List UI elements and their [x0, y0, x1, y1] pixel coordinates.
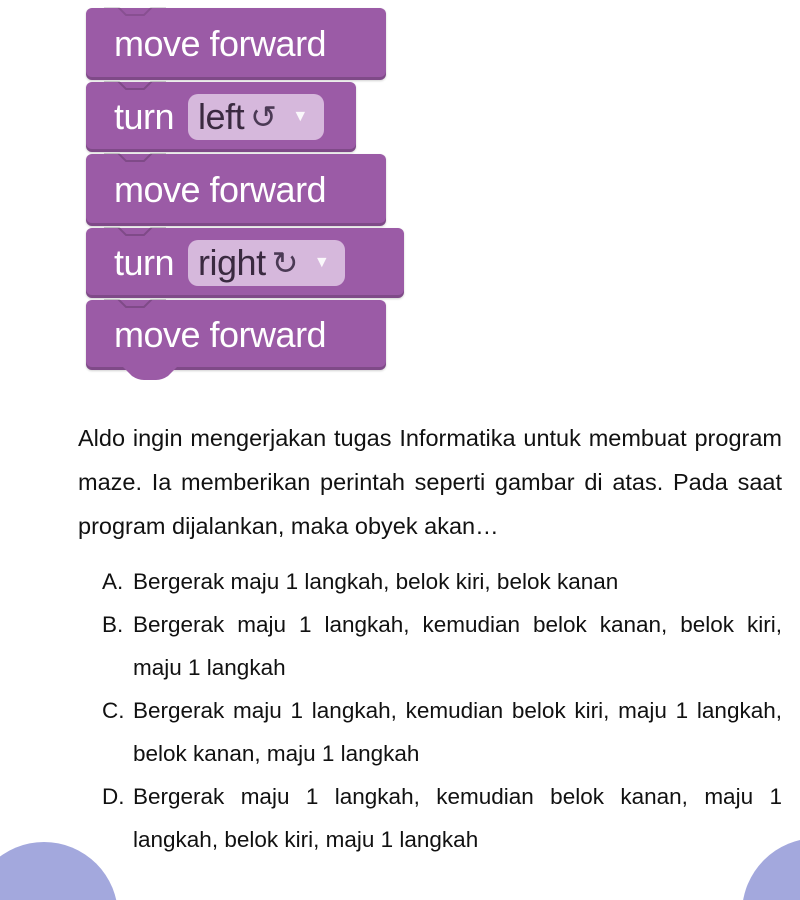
chevron-down-icon: ▼: [292, 108, 308, 125]
move-forward-block-2[interactable]: [86, 154, 386, 226]
option-letter: C.: [102, 698, 125, 723]
chevron-down-icon: ▼: [313, 254, 330, 271]
block-label: turn: [114, 242, 175, 283]
option-letter: D.: [102, 784, 125, 809]
block-label: turn: [114, 96, 175, 137]
direction-dropdown-right[interactable]: [188, 240, 345, 286]
code-blocks-stack: [86, 8, 426, 378]
option-d[interactable]: [102, 775, 782, 861]
move-forward-block-3[interactable]: [86, 300, 386, 370]
option-c[interactable]: [102, 689, 782, 775]
direction-dropdown-left[interactable]: [188, 94, 324, 140]
block-bottom-tab: [122, 366, 178, 380]
dropdown-value: left: [198, 96, 245, 137]
block-notch: [104, 227, 166, 237]
option-text: Bergerak maju 1 langkah, belok kiri, belok kanan: [133, 569, 619, 594]
turn-right-block[interactable]: [86, 228, 404, 298]
answer-options: [102, 560, 782, 861]
rotate-left-icon: ↺: [250, 99, 277, 135]
question-text: Aldo ingin mengerjakan tugas Informatika untuk membuat program maze. Ia memberikan perintah seperti gambar di atas. Pada saat program dijalankan, maka obyek akan…: [78, 425, 782, 539]
dropdown-value: right: [198, 242, 266, 283]
option-b[interactable]: [102, 603, 782, 689]
option-a[interactable]: [102, 560, 782, 603]
block-notch: [104, 81, 166, 91]
block-notch: [104, 299, 166, 309]
block-label: move forward: [114, 169, 327, 210]
option-letter: A.: [102, 569, 124, 594]
block-label: move forward: [114, 23, 327, 64]
option-text: Bergerak maju 1 langkah, kemudian belok kanan, belok kiri, maju 1 langkah: [133, 612, 782, 680]
option-text: Bergerak maju 1 langkah, kemudian belok kanan, maju 1 langkah, belok kiri, maju 1 langkah: [133, 784, 782, 852]
move-forward-block-1[interactable]: [86, 8, 386, 80]
rotate-right-icon: ↻: [271, 245, 298, 281]
option-letter: B.: [102, 612, 124, 637]
block-notch: [104, 153, 166, 163]
block-notch: [104, 7, 166, 17]
block-label: move forward: [114, 314, 327, 355]
decorative-circle-left: [0, 842, 118, 900]
option-text: Bergerak maju 1 langkah, kemudian belok kiri, maju 1 langkah, belok kanan, maju 1 langkah: [133, 698, 782, 766]
turn-left-block[interactable]: [86, 82, 356, 152]
